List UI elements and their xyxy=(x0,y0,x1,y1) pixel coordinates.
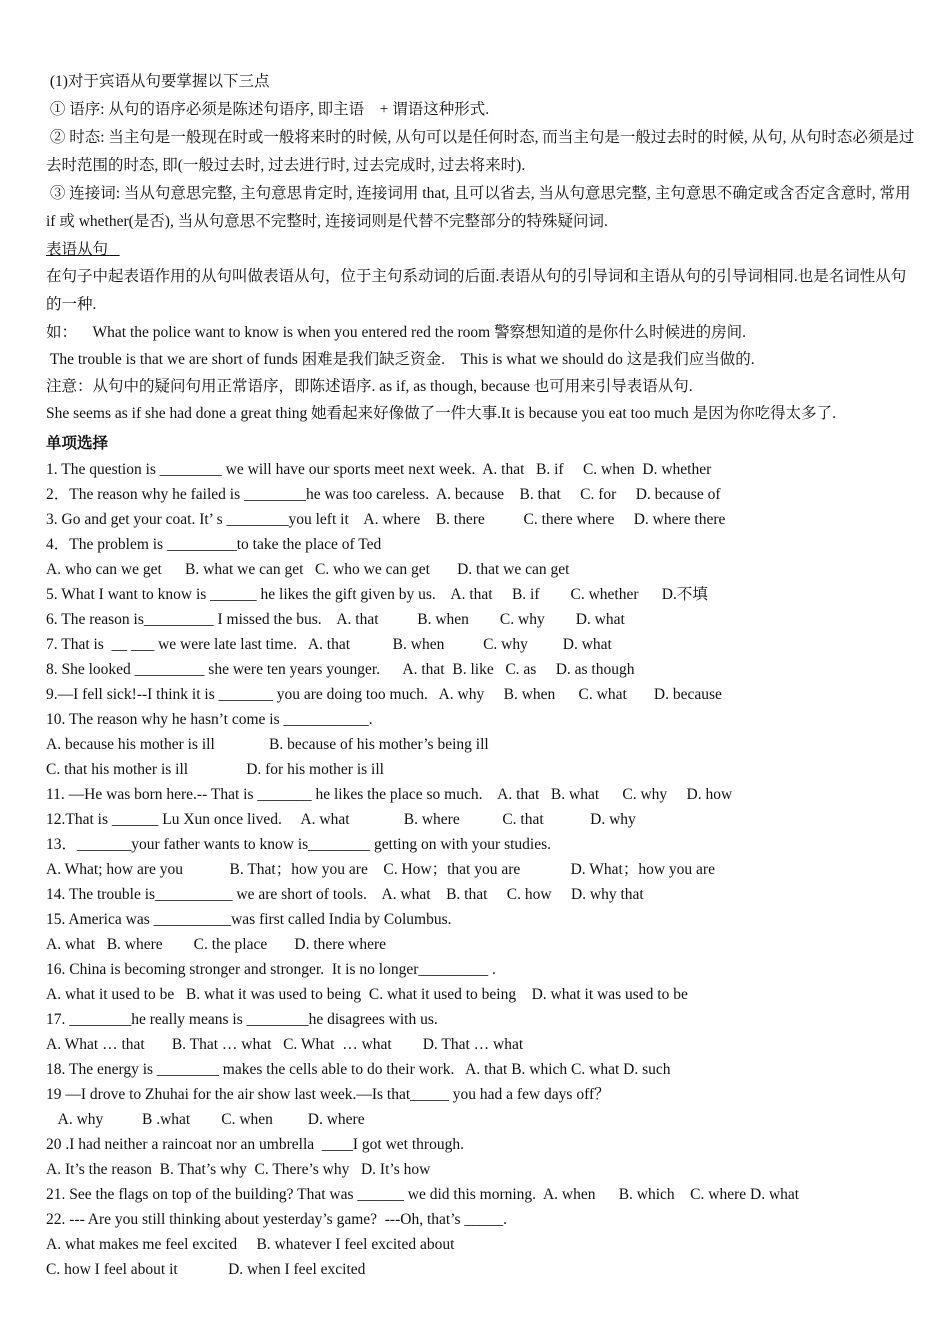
question-line: 12.That is ______ Lu Xun once lived. A. what B. where C. that D. why xyxy=(46,811,636,828)
question-line: C. that his mother is ill D. for his mother is ill xyxy=(46,761,384,778)
section-heading: 表语从句 xyxy=(46,241,120,258)
question-line: 4．The problem is _________to take the place of Ted xyxy=(46,536,382,553)
question-line: 5. What I want to know is ______ he likes the gift given by us. A. that B. if C. whether D.不填 xyxy=(46,586,708,603)
question-line: 14. The trouble is__________ we are short of tools. A. what B. that C. how D. why that xyxy=(46,886,644,903)
question-line: A. It’s the reason B. That’s why C. There’s why D. It’s how xyxy=(46,1161,431,1178)
question-line: 16. China is becoming stronger and stronger. It is no longer_________ . xyxy=(46,961,496,978)
question-line: 2．The reason why he failed is ________he was too careless. A. because B. that C. for D. because of xyxy=(46,486,721,503)
question-line: A. what it used to be B. what it was used to being C. what it used to being D. what it was used to be xyxy=(46,986,688,1003)
question-line: 17. ________he really means is ________he disagrees with us. xyxy=(46,1011,438,1028)
intro-line: ② 时态: 当主句是一般现在时或一般将来时的时候, 从句可以是任何时态, 而当主句是一般过去时的时候, 从句, 从句时态必须是过去时范围的时态, 即(一般过去时, 过去进行时, 过去完成时, 过去将来时). xyxy=(46,129,915,174)
question-line: 1. The question is ________ we will have our sports meet next week. A. that B. if C. when D. whether xyxy=(46,461,712,478)
example-line: 注意：从句中的疑问句用正常语序，即陈述语序. as if, as though, because 也可用来引导表语从句. xyxy=(46,378,693,395)
example-line: 如： What the police want to know is when you entered red the room 警察想知道的是你什么时候进的房间. xyxy=(46,324,746,341)
exercise-title: 单项选择 xyxy=(46,435,109,452)
question-line: C. how I feel about it D. when I feel excited xyxy=(46,1261,366,1278)
question-line: A. What … that B. That … what C. What … what D. That … what xyxy=(46,1036,524,1053)
question-line: 11. —He was born here.-- That is _______ he likes the place so much. A. that B. what C. why D. how xyxy=(46,786,733,803)
question-line: A. who can we get B. what we can get C. who we can get D. that we can get xyxy=(46,561,570,578)
question-line: A. what makes me feel excited B. whatever I feel excited about xyxy=(46,1236,455,1253)
question-line: 3. Go and get your coat. It’ s ________you left it A. where B. there C. there where D. where there xyxy=(46,511,726,528)
question-line: 13．_______your father wants to know is________ getting on with your studies. xyxy=(46,836,551,853)
question-line: 8. She looked _________ she were ten years younger. A. that B. like C. as D. as though xyxy=(46,661,635,678)
example-line: She seems as if she had done a great thing 她看起来好像做了一件大事.It is because you eat too much 是因为你吃得太多了. xyxy=(46,405,836,422)
question-line: 15. America was __________was first called India by Columbus. xyxy=(46,911,452,928)
question-line: 7. That is __ ___ we were late last time. A. that B. when C. why D. what xyxy=(46,636,612,653)
question-line: A. What; how are you B. That；how you are C. How；that you are D. What；how you are xyxy=(46,861,715,878)
question-line: 9.—I fell sick!--I think it is _______ you are doing too much. A. why B. when C. what D. because xyxy=(46,686,722,703)
question-line: 20 .I had neither a raincoat nor an umbrella ____I got wet through. xyxy=(46,1136,464,1153)
question-line: 22. --- Are you still thinking about yesterday’s game? ---Oh, that’s _____. xyxy=(46,1211,508,1228)
question-list xyxy=(46,457,916,1282)
question-line: 19 —I drove to Zhuhai for the air show last week.—Is that_____ you had a few days off？ xyxy=(46,1086,610,1103)
question-line: A. why B .what C. when D. where xyxy=(46,1111,365,1128)
question-line: A. because his mother is ill B. because of his mother’s being ill xyxy=(46,736,489,753)
question-line: A. what B. where C. the place D. there where xyxy=(46,936,387,953)
document-page xyxy=(46,68,916,1282)
intro-line: ③ 连接词: 当从句意思完整, 主句意思肯定时, 连接词用 that, 且可以省去, 当从句意思完整, 主句意思不确定或含否定含意时, 常用 if 或 whether(是否), 当从句意思不完整时, 连接词则是代替不完整部分的特殊疑问词. xyxy=(46,185,915,230)
question-line: 10. The reason why he hasn’t come is ___________. xyxy=(46,711,373,728)
example-line: The trouble is that we are short of funds 困难是我们缺乏资金. This is what we should do 这是我们应当做的. xyxy=(46,351,755,368)
intro-line: ① 语序: 从句的语序必须是陈述句语序, 即主语 + 谓语这种形式. xyxy=(46,101,490,118)
question-line: 6. The reason is_________ I missed the bus. A. that B. when C. why D. what xyxy=(46,611,625,628)
question-line: 21. See the flags on top of the building? That was ______ we did this morning. A. when B. which C. where D. what xyxy=(46,1186,800,1203)
intro-line: (1)对于宾语从句要掌握以下三点 xyxy=(46,73,270,90)
question-line: 18. The energy is ________ makes the cells able to do their work. A. that B. which C. what D. such xyxy=(46,1061,671,1078)
definition-paragraph: 在句子中起表语作用的从句叫做表语从句，位于主句系动词的后面.表语从句的引导词和主语从句的引导词相同.也是名词性从句的一种. xyxy=(46,268,907,313)
